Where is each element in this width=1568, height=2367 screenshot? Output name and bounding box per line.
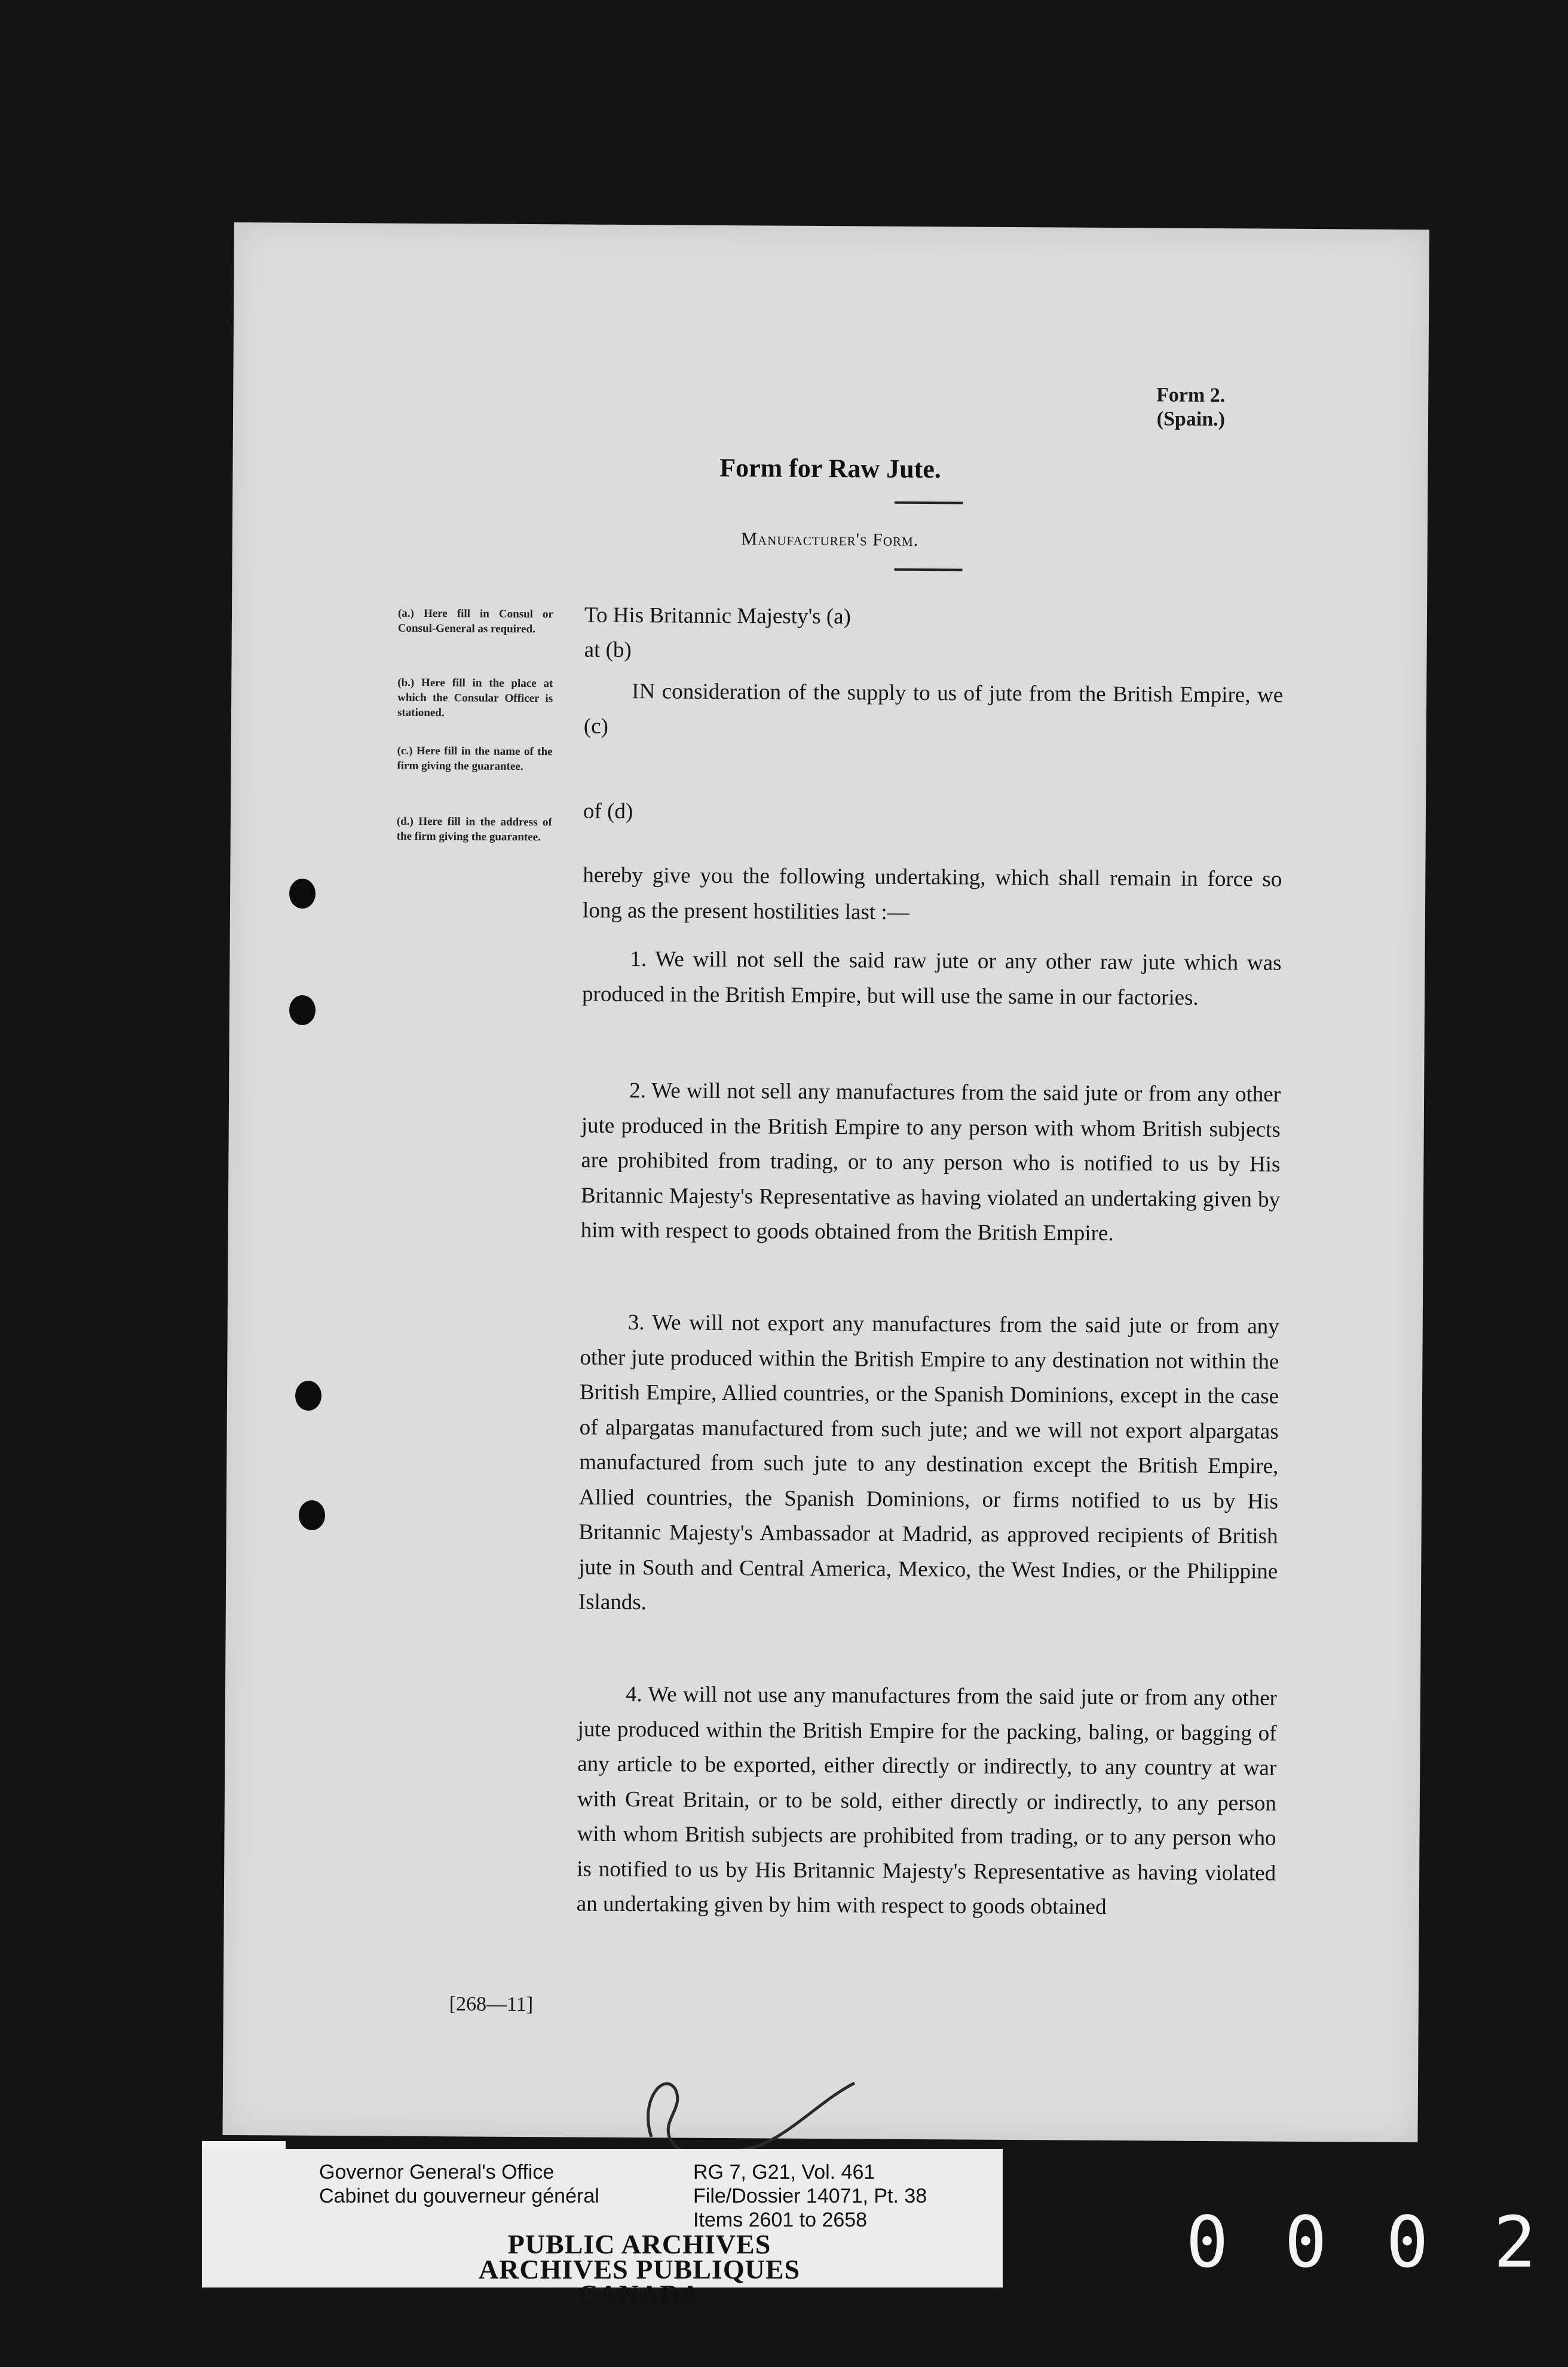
page-subtitle: Manufacturer's Form. [741, 529, 919, 551]
archive-office-fr: Cabinet du gouverneur général [319, 2185, 599, 2207]
document-reference: [268—11] [449, 1993, 534, 2016]
page-title: Form for Raw Jute. [719, 452, 941, 484]
punch-hole [289, 995, 316, 1025]
document-page [222, 222, 1429, 2142]
form-number [1129, 383, 1225, 432]
punch-hole [295, 1381, 321, 1411]
consideration-paragraph: IN consideration of the supply to us of jute from the British Empire, we (c) [583, 679, 1284, 739]
margin-note-a: (a.) Here fill in Consul or Consul-General as required. [397, 607, 554, 636]
subtitle-divider [894, 568, 962, 571]
location-line: at (b) [584, 637, 632, 663]
margin-note-c: (c.) Here fill in the name of the firm giving the guarantee. [397, 744, 553, 773]
margin-note-b: (b.) Here fill in the place at which the Consular Officer is stationed. [397, 676, 553, 720]
clause-3: 3. We will not export any manufactures from the said jute or from any other jute produced within the British Empire to any destination not within the British Empire, Allied countries, or the Spanish Dominions, except in the case of alpargatas manufactured from such jute; and we will not export alpargatas manufactured from such jute to any destination except the British Empire, Allied countries, the Spanish Dominions, or firms notified to us by His Britannic Majesty's Ambassador at Madrid, as approved recipients of British jute in South and Central America, Mexico, the West Indies, or the Philippine Islands. [578, 1310, 1279, 1615]
frame-number-digit: 0 [1386, 2201, 1429, 2283]
punch-hole [289, 879, 316, 909]
form-country-label: (Spain.) [1156, 408, 1226, 431]
archive-stamp-line-2: ARCHIVES PUBLIQUES [478, 2254, 801, 2285]
form-number-label: Form 2. [1156, 384, 1226, 407]
frame-number-digit: 2 [1493, 2201, 1536, 2283]
addressee-line: To His Britannic Majesty's (a) [584, 603, 852, 629]
frame-number-digit: 0 [1186, 2201, 1229, 2283]
address-line: of (d) [583, 799, 633, 824]
archive-ref-line-3: Items 2601 to 2658 [693, 2209, 868, 2231]
archive-office-en: Governor General's Office [319, 2161, 555, 2183]
title-divider [895, 501, 963, 504]
archive-stamp-line-1: PUBLIC ARCHIVES [507, 2229, 771, 2259]
archive-ref-line-2: File/Dossier 14071, Pt. 38 [693, 2185, 927, 2207]
margin-note-d: (d.) Here fill in the address of the firm giving the guarantee. [396, 815, 552, 844]
undertaking-paragraph: hereby give you the following undertaking, which shall remain in force so long as the present hostilities last :— [582, 863, 1282, 925]
clause-1: 1. We will not sell the said raw jute or any other raw jute which was produced in the British Empire, but will use the same in our factories. [582, 947, 1282, 1010]
archive-stamp-line-3: CANADA [578, 2279, 701, 2310]
punch-hole [299, 1500, 325, 1530]
archive-ref-line-1: RG 7, G21, Vol. 461 [693, 2161, 875, 2183]
clause-2: 2. We will not sell any manufactures from the said jute or from any other jute produced in the British Empire to any person with whom British subjects are prohibited from trading, or to any person who is notified to us by His Britannic Majesty's Representative as having violated an undertaking given by him with respect to goods obtained from the British Empire. [580, 1078, 1281, 1246]
clause-4: 4. We will not use any manufactures from the said jute or from any other jute produced within the British Empire for the packing, baling, or bagging of any article to be exported, either directly or indirectly, to any country at war with Great Britain, or to be sold, either directly or indirectly, to any person with whom British subjects are prohibited from trading, or to any person who is notified to us by His Britannic Majesty's Representative as having violated an undertaking given by him with respect to goods obtained [576, 1682, 1278, 1919]
frame-number-digit: 0 [1284, 2201, 1327, 2283]
